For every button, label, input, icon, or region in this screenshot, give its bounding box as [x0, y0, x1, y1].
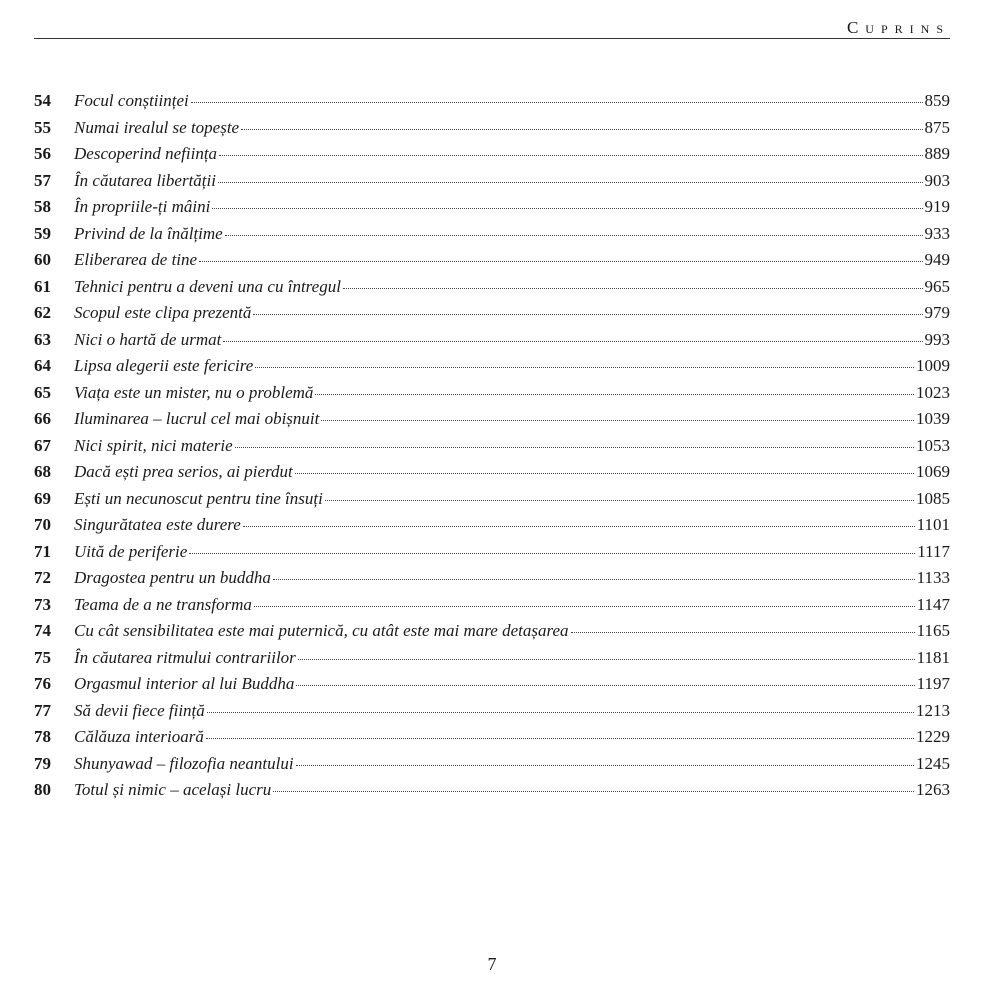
dot-leader	[296, 764, 914, 766]
chapter-title: Descoperind neființa	[74, 144, 218, 163]
chapter-page-number: 1117	[917, 541, 950, 561]
chapter-page-number: 965	[924, 276, 950, 296]
dot-leader	[199, 260, 922, 262]
dot-leader	[235, 446, 914, 448]
toc-entry	[34, 698, 950, 725]
dot-leader	[223, 340, 922, 342]
chapter-page-number: 979	[924, 303, 950, 322]
chapter-title: Eliberarea de tine	[74, 250, 198, 269]
chapter-page-number: 1009	[916, 356, 950, 375]
chapter-page-number: 1147	[916, 594, 950, 614]
chapter-title: Dacă ești prea serios, ai pierdut	[74, 462, 293, 481]
chapter-title: Focul conștiinței	[74, 91, 189, 110]
dot-leader	[298, 658, 915, 660]
chapter-page-number: 1229	[916, 727, 950, 746]
chapter-title: Shunyawad – filozofia neantului	[74, 753, 294, 773]
chapter-number: 69	[34, 488, 51, 508]
running-head: Cuprins	[846, 18, 950, 37]
chapter-number: 74	[34, 621, 51, 640]
chapter-number: 55	[34, 117, 51, 137]
chapter-page-number: 993	[924, 329, 950, 349]
chapter-title: În căutarea ritmului contrariilor	[74, 647, 296, 667]
chapter-number: 60	[34, 250, 51, 269]
chapter-title: Uită de periferie	[74, 541, 188, 561]
chapter-page-number: 1069	[916, 462, 950, 481]
chapter-page-number: 933	[924, 223, 950, 243]
chapter-number: 58	[34, 197, 51, 216]
chapter-title: Numai irealul se topește	[74, 117, 240, 137]
chapter-page-number: 1133	[916, 568, 950, 587]
toc-entry	[34, 592, 950, 619]
dot-leader	[241, 128, 922, 130]
chapter-page-number: 1039	[916, 409, 950, 428]
chapter-number: 75	[34, 647, 51, 667]
dot-leader	[295, 472, 914, 474]
toc-entry	[34, 645, 950, 672]
dot-leader	[206, 737, 914, 739]
chapter-number: 61	[34, 276, 51, 296]
toc-entry	[34, 433, 950, 460]
toc-entry	[34, 618, 950, 645]
chapter-title: Totul și nimic – același lucru	[74, 780, 272, 799]
toc-entry	[34, 539, 950, 566]
dot-leader	[571, 631, 915, 633]
chapter-page-number: 1245	[916, 753, 950, 773]
chapter-title: Viața este un mister, nu o problemă	[74, 382, 314, 402]
chapter-title: Nici o hartă de urmat	[74, 329, 222, 349]
chapter-title: Cu cât sensibilitatea este mai puternică, cu atât este mai mare detașarea	[74, 621, 569, 640]
toc-entry	[34, 565, 950, 592]
chapter-page-number: 1213	[916, 700, 950, 720]
chapter-page-number: 1263	[916, 780, 950, 799]
toc-entry	[34, 327, 950, 354]
dot-leader	[191, 101, 923, 103]
chapter-title: În căutarea libertății	[74, 170, 216, 190]
toc-entry	[34, 486, 950, 513]
toc-entry	[34, 406, 950, 433]
dot-leader	[212, 207, 922, 209]
dot-leader	[253, 313, 922, 315]
chapter-page-number: 875	[924, 117, 950, 137]
toc-entry	[34, 141, 950, 168]
chapter-number: 68	[34, 462, 51, 481]
chapter-title: Ești un necunoscut pentru tine însuți	[74, 488, 323, 508]
chapter-number: 54	[34, 91, 51, 110]
chapter-title: Să devii fiece ființă	[74, 700, 205, 720]
toc-entry	[34, 168, 950, 195]
chapter-title: Lipsa alegerii este fericire	[74, 356, 254, 375]
toc-entry	[34, 724, 950, 751]
chapter-number: 66	[34, 409, 51, 428]
chapter-number: 71	[34, 541, 51, 561]
toc-entry	[34, 380, 950, 407]
toc-entry	[34, 300, 950, 327]
chapter-title: În propriile-ți mâini	[74, 197, 211, 216]
chapter-title: Privind de la înălțime	[74, 223, 223, 243]
toc-entry	[34, 221, 950, 248]
chapter-number: 80	[34, 780, 51, 799]
dot-leader	[207, 711, 914, 713]
chapter-number: 62	[34, 303, 51, 322]
dot-leader	[296, 684, 914, 686]
dot-leader	[255, 366, 914, 368]
toc-entry	[34, 115, 950, 142]
chapter-number: 72	[34, 568, 51, 587]
chapter-title: Singurătatea este durere	[74, 515, 241, 534]
chapter-title: Tehnici pentru a deveni una cu întregul	[74, 276, 341, 296]
toc-entry	[34, 512, 950, 539]
dot-leader	[273, 578, 915, 580]
chapter-number: 65	[34, 382, 51, 402]
dot-leader	[343, 287, 923, 289]
chapter-number: 78	[34, 727, 51, 746]
toc-entry	[34, 777, 950, 804]
chapter-page-number: 1101	[916, 515, 950, 534]
chapter-page-number: 859	[924, 91, 950, 110]
chapter-number: 67	[34, 435, 51, 455]
chapter-page-number: 1085	[916, 488, 950, 508]
toc-entry	[34, 247, 950, 274]
chapter-title: Scopul este clipa prezentă	[74, 303, 252, 322]
chapter-title: Dragostea pentru un buddha	[74, 568, 271, 587]
chapter-title: Nici spirit, nici materie	[74, 435, 233, 455]
chapter-number: 56	[34, 144, 51, 163]
toc-entry	[34, 671, 950, 698]
chapter-page-number: 1165	[916, 621, 950, 640]
toc-entry	[34, 353, 950, 380]
dot-leader	[254, 605, 915, 607]
toc-entry	[34, 751, 950, 778]
page-number: 7	[487, 954, 497, 974]
chapter-title: Orgasmul interior al lui Buddha	[74, 674, 295, 693]
table-of-contents	[34, 88, 950, 804]
toc-entry	[34, 88, 950, 115]
dot-leader	[189, 552, 915, 554]
toc-entry	[34, 274, 950, 301]
chapter-number: 63	[34, 329, 51, 349]
chapter-page-number: 949	[924, 250, 950, 269]
chapter-number: 73	[34, 594, 51, 614]
chapter-page-number: 1023	[916, 382, 950, 402]
chapter-number: 59	[34, 223, 51, 243]
chapter-number: 64	[34, 356, 51, 375]
dot-leader	[273, 790, 914, 792]
dot-leader	[321, 419, 914, 421]
chapter-title: Teama de a ne transforma	[74, 594, 252, 614]
chapter-number: 70	[34, 515, 51, 534]
chapter-title: Iluminarea – lucrul cel mai obișnuit	[74, 409, 320, 428]
chapter-page-number: 919	[924, 197, 950, 216]
chapter-page-number: 889	[924, 144, 950, 163]
chapter-page-number: 1181	[916, 647, 950, 667]
toc-entry	[34, 194, 950, 221]
dot-leader	[315, 393, 914, 395]
chapter-page-number: 1053	[916, 435, 950, 455]
dot-leader	[219, 154, 922, 156]
chapter-page-number: 1197	[916, 674, 950, 693]
dot-leader	[243, 525, 915, 527]
chapter-title: Călăuza interioară	[74, 727, 204, 746]
dot-leader	[225, 234, 923, 236]
chapter-number: 57	[34, 170, 51, 190]
toc-entry	[34, 459, 950, 486]
dot-leader	[218, 181, 923, 183]
dot-leader	[325, 499, 914, 501]
chapter-number: 79	[34, 753, 51, 773]
chapter-number: 76	[34, 674, 51, 693]
chapter-number: 77	[34, 700, 51, 720]
header-rule	[34, 38, 950, 39]
chapter-page-number: 903	[924, 170, 950, 190]
